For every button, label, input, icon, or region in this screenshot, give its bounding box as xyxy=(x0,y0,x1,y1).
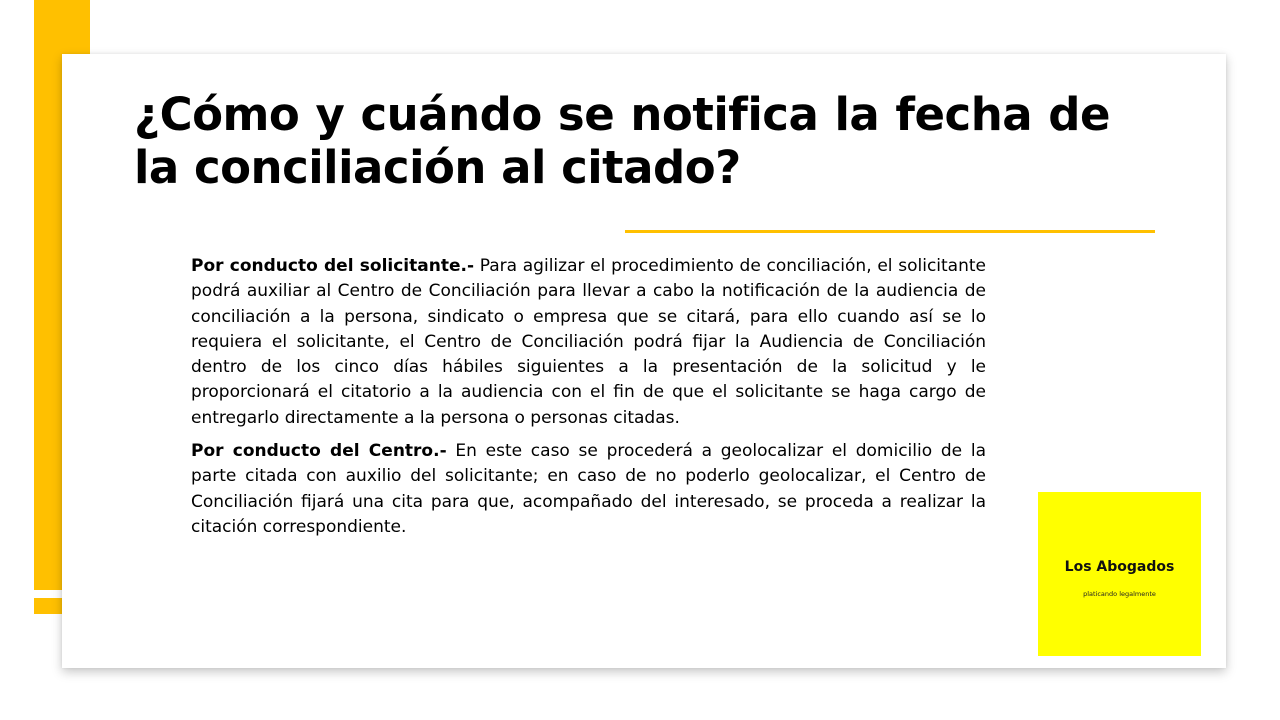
logo-name: Los Abogados xyxy=(1064,559,1175,575)
paragraph-text: En este caso se procederá a geolocalizar el domicilio de la parte citada con auxilio del solicitante; en caso de no poderlo geolocalizar, el Centro de Conciliación fijará una cita para que, acompañado del interesado, se proceda a realizar la citación correspondiente. xyxy=(191,441,986,537)
accent-bar-bottom xyxy=(34,598,62,614)
title-underline xyxy=(625,230,1155,233)
paragraph-solicitante xyxy=(191,254,986,431)
body-text xyxy=(191,254,986,548)
accent-bar-top xyxy=(62,0,90,54)
paragraph-lead: Por conducto del solicitante.- xyxy=(191,256,474,276)
paragraph-centro xyxy=(191,439,986,540)
logo xyxy=(1038,492,1201,656)
logo-tagline: platicando legalmente xyxy=(1083,590,1156,598)
paragraph-lead: Por conducto del Centro.- xyxy=(191,441,447,462)
slide-title: ¿Cómo y cuándo se notifica la fecha de la conciliación al citado? xyxy=(134,88,1110,194)
accent-bar-vertical xyxy=(34,0,62,590)
paragraph-text: Para agilizar el procedimiento de conciliación, el solicitante podrá auxiliar al Centro de Conciliación para llevar a cabo la notificación de la audiencia de conciliación a la persona, sindicato o empresa que se citará, para ello cuando así se lo requiera el solicitante, el Centro de Conciliación podrá fijar la Audiencia de Conciliación dentro de los cinco días hábiles siguientes a la presentación de la solicitud y le proporcionará el citatorio a la audiencia con el fin de que el solicitante se haga cargo de entregarlo directamente a la persona o personas citadas. xyxy=(191,256,986,428)
